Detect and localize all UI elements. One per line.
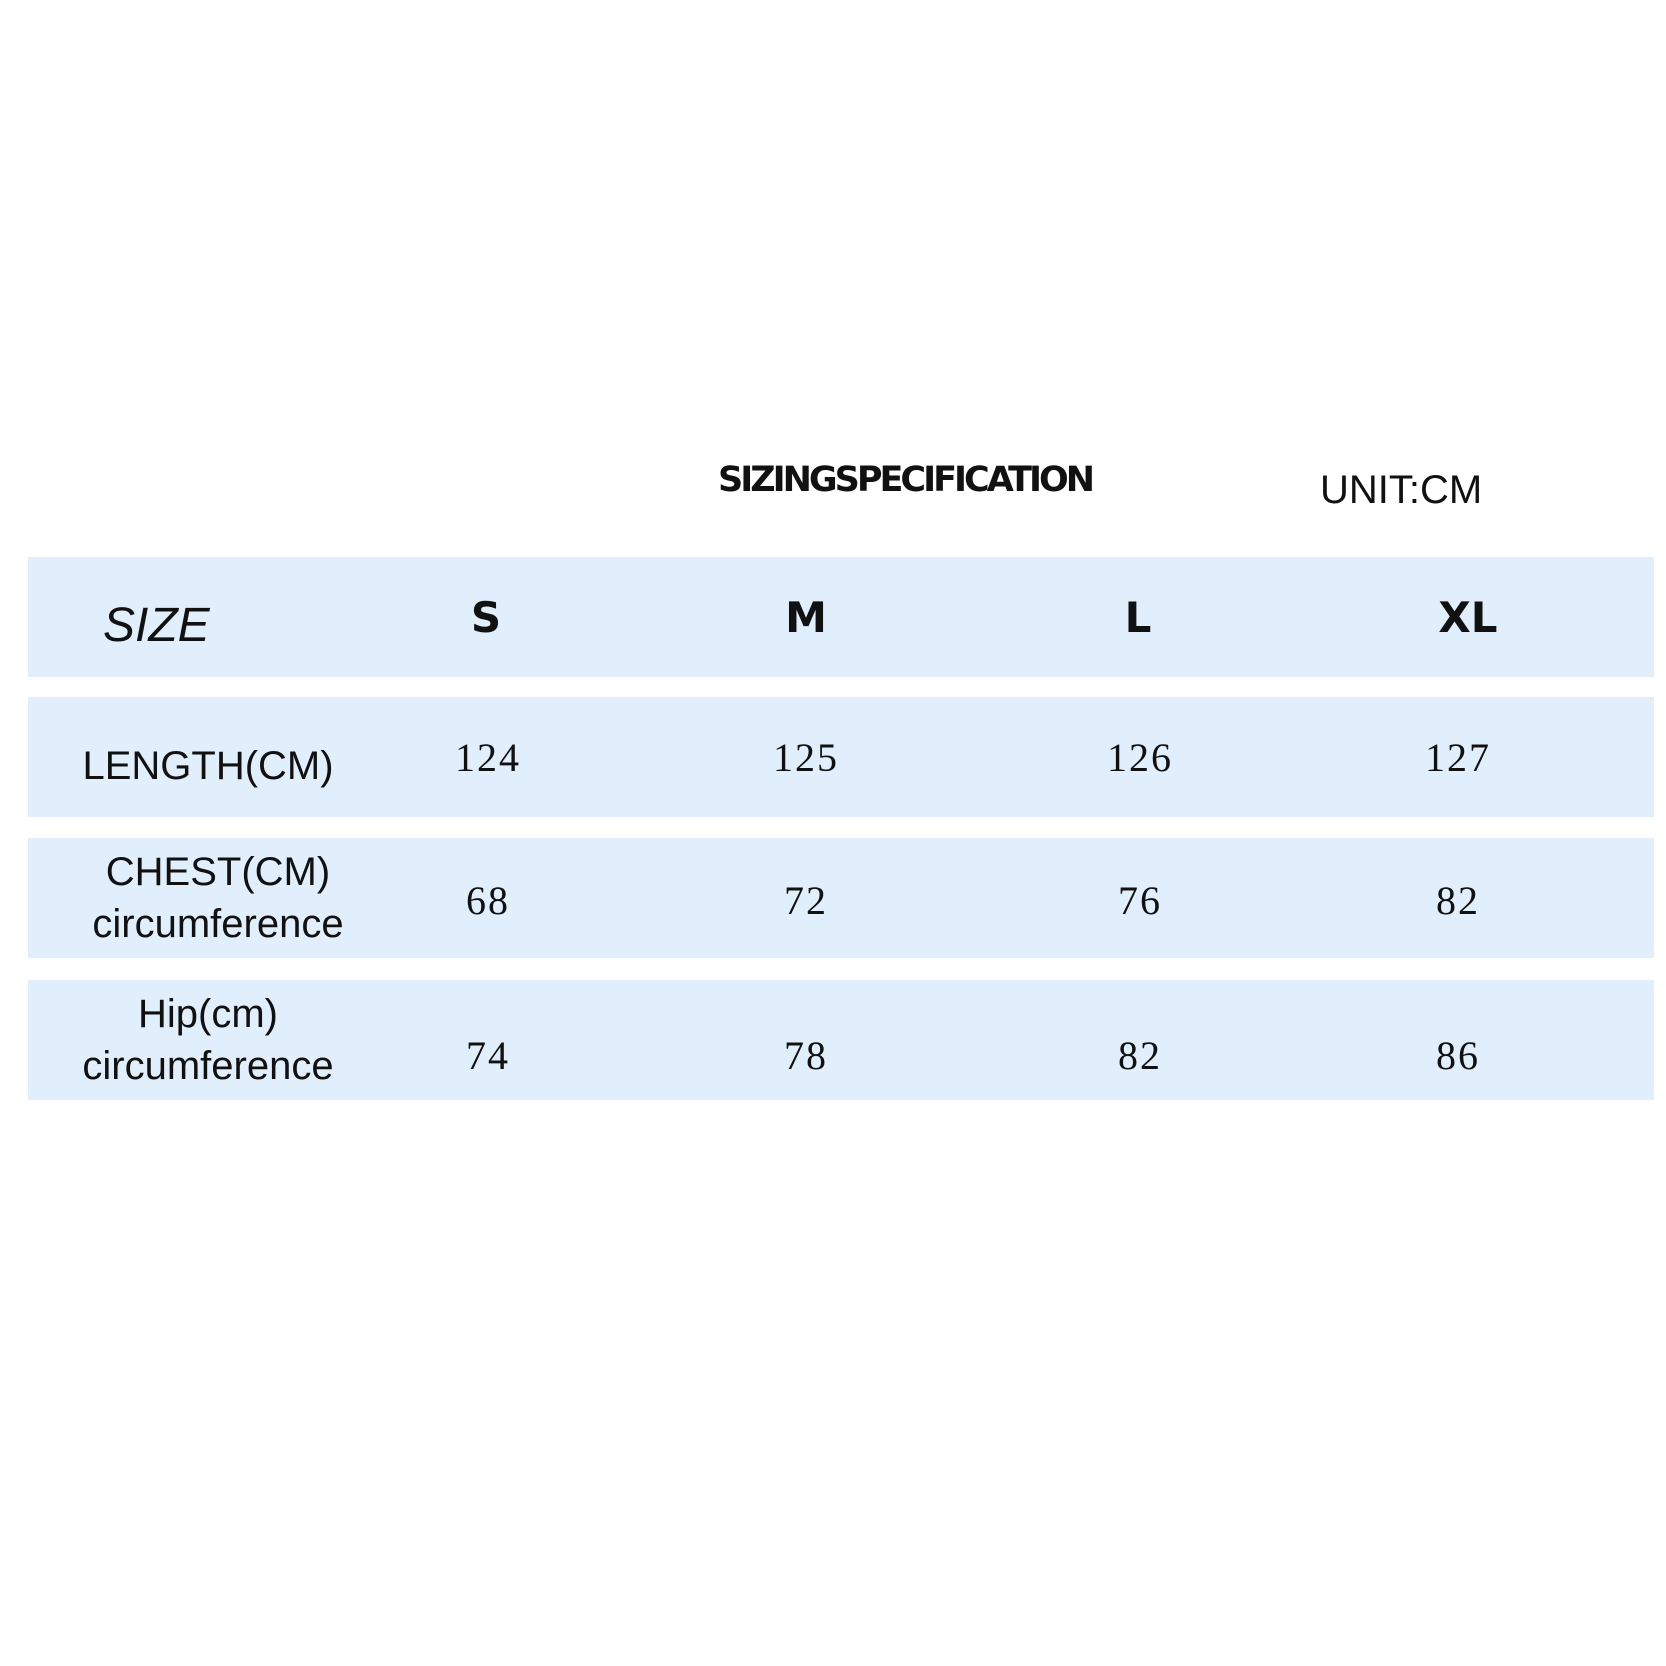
size-l: L bbox=[1124, 592, 1152, 642]
hip-m-value: 78 bbox=[784, 1032, 828, 1078]
size-column-label: SIZE bbox=[103, 598, 210, 652]
table-row bbox=[28, 980, 1654, 1100]
row-label-chest bbox=[58, 838, 378, 958]
length-l-value: 126 bbox=[1107, 734, 1173, 780]
row-label-line1: LENGTH(CM) bbox=[82, 744, 334, 788]
chest-xl-value: 82 bbox=[1436, 877, 1480, 923]
chest-s-value: 68 bbox=[466, 877, 510, 923]
row-label-hip bbox=[48, 980, 368, 1100]
row-label-line2: circumference bbox=[82, 1044, 334, 1088]
hip-xl-value: 86 bbox=[1436, 1032, 1480, 1078]
size-header-row bbox=[28, 557, 1654, 677]
page-title: SIZINGSPECIFICATION bbox=[718, 460, 1093, 500]
size-m: M bbox=[785, 592, 827, 642]
row-label-line2: circumference bbox=[92, 902, 344, 946]
length-s-value: 124 bbox=[455, 734, 521, 780]
length-xl-value: 127 bbox=[1425, 734, 1491, 780]
table-row bbox=[28, 697, 1654, 817]
unit-label: UNIT:CM bbox=[1320, 468, 1483, 512]
row-label-line1: Hip(cm) bbox=[138, 992, 278, 1036]
size-xl: XL bbox=[1438, 592, 1498, 642]
chest-l-value: 76 bbox=[1118, 877, 1162, 923]
hip-s-value: 74 bbox=[466, 1032, 510, 1078]
hip-l-value: 82 bbox=[1118, 1032, 1162, 1078]
length-m-value: 125 bbox=[773, 734, 839, 780]
row-label-length bbox=[43, 697, 373, 817]
row-label-line1: CHEST(CM) bbox=[105, 850, 331, 894]
size-s: S bbox=[470, 592, 502, 642]
table-row bbox=[28, 838, 1654, 958]
chest-m-value: 72 bbox=[784, 877, 828, 923]
